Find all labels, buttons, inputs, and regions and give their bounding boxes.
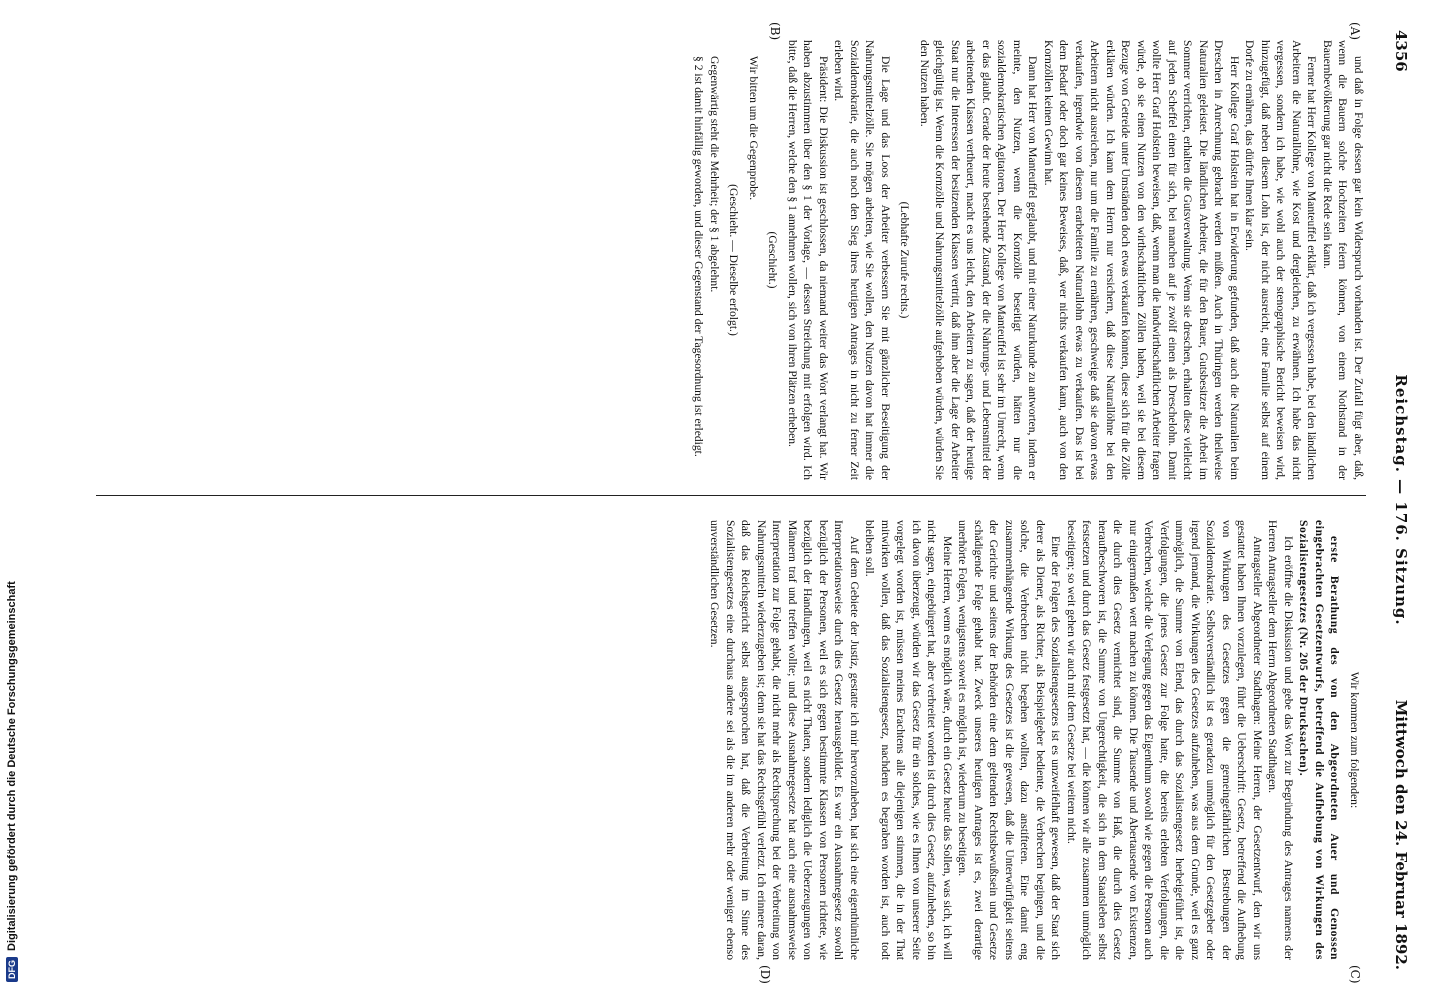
- paragraph: Dann hat Herr von Manteuffel geglaubt, und mit einer Naturkunde zu antworten, indem er meinte, den Nutzen, wenn die Kornzölle beseitigt würden, hätten nur die sozialdemokratischen Agitatoren. Der Herr Kollege von Manteuffel ist sehr im Unrecht, wenn er das glaubt. Gerade der heute bestehende Zustand, der die Nahrungs- und Lebensmittel der arbeitenden Klassen vertheuert, macht es uns leicht, den Arbeitern zu sagen, daß der heutige Staat nur die Interessen der besitzenden Klassen vertritt, daß ihm aber die Lage der Arbeiter gleichgültig ist. Wenn die Kornzölle und Nahrungsmittelzölle aufgehoben würden, würden Sie den Nutzen haben.: [918, 40, 1040, 480]
- paragraph: Die Lage und das Loos der Arbeiter verbessern Sie mit gänzlicher Beseitigung der Nahrungsmittelzölle. Sie mögen arbeiten, wie Sie wollen, den Nutzen davon hat immer die Sozialdemokratie, die auch noch den Sieg ihres heutigen Antrages in nicht zu ferner Zeit erleben wird.: [832, 40, 892, 480]
- paragraph: Ich eröffne die Diskussion und gebe das Wort zur Begründung des Antrages namens der Herren Antragsteller dem Herrn Abgeordneten Stadthagen.: [1266, 520, 1295, 960]
- paragraph: Gegenwärtig steht die Mehrheit; der § 1 abgelehnt.: [708, 56, 721, 293]
- footer-credit-text: Digitalisierung gefördert durch die Deutsche Forschungsgemeinschaft: [6, 581, 18, 951]
- column-divider: [96, 495, 1366, 496]
- footer-strip: [2, 0, 22, 1000]
- paragraph: Wir kommen zum folgenden:: [1348, 671, 1361, 809]
- right-column: [707, 520, 1366, 960]
- paragraph: Auf dem Gebiete der Justiz, gestatte ich mir hervorzuheben, hat sich eine eigenthümliche Interpretationsweise durch dies Gesetz herausgebildet. Es war ein Ausnahmegesetz sowohl bezüglich der Personen, weil es sich gegen bestimmte Klassen von Personen richtete, wie bezüglich der Handlungen, weil es nicht Thaten, sondern lediglich die Ueberzeugungen von Männern traf und treffen wollte; und diese Ausnahmegesetze hat auch eine ausnahmsweise Interpretation zur Folge gehabt, die nicht mehr als Rechtsprechung bei der Verbreitung von Nahrungsmitteln wiederzugeben ist; denn sie hat das Rechtsgefühl verletzt. Ich erinnere daran, daß das Reichsgericht selbst ausgesprochen hat, daß die Verbreitung im Sinne des Sozialistengesetzes eine durchaus andere sei als die im anderen mehr oder weniger ebenso unverständlichen Gesetzen.: [708, 520, 861, 960]
- margin-marker-b: (B): [768, 22, 782, 41]
- dfg-logo: DFG: [6, 957, 18, 982]
- session-date: Mittwoch den 24. Februar 1892.: [1392, 699, 1410, 970]
- left-column: [691, 40, 1366, 480]
- stage-direction: (Geschieht. — Dieselbe erfolgt.): [727, 184, 741, 336]
- paragraph: Eine der Folgen des Sozialistengesetzes ist es unzweifelhaft gewesen, daß der Staat sich derer als Diener, als Richter, als Beispielgeber bediente, die Verbrechen begingen, und die solche, die Verbrechen nicht begehen wollten, dazu anstifteten. Eine damit eng zusammenhängende Wirkung des Gesetzes ist die gewesen, daß die Unterwürfigkeit seitens der Gerichte und seitens der Behörden eine dem geltenden Rechtsbewußtsein und Gesetze schädigende Folge gehabt hat. Zweck unseres heutigen Antrages ist es, zwei derartige unerhörte Folgen, wenigstens soweit es möglich ist, wiederum zu beseitigen.: [956, 520, 1063, 960]
- paragraph: Präsident: Die Diskussion ist geschlossen, da niemand weiter das Wort verlangt hat. Wir haben abzustimmen über den § 1 der Vorlage, — dessen Streichung mit erfolgen wird. Ich bitte, daß die Herren, welche den § 1 annehmen wollen, sich von ihren Plätzen erheben.: [786, 40, 830, 480]
- margin-marker-c: (C): [1348, 965, 1362, 984]
- page-number: 4356: [1392, 30, 1410, 72]
- page-title: Reichstag. — 176. Sitzung.: [1392, 374, 1410, 626]
- agenda-item: erste Berathung des von den Abgeordneten Auer und Genossen eingebrachten Gesetzentwurfs, betreffend die Aufhebung von Wirkungen des Sozialistengesetzes (Nr. 205 der Drucksachen).: [1297, 520, 1342, 960]
- footer-credit: [2, 0, 22, 1000]
- paragraph: Meine Herren, wenn es möglich wäre, durch ein Gesetz heute das Sollen, was sich, ich will nicht sagen, eingebürgert hat, aber verbreitet worden ist durch dies Gesetz, aufzuheben, so bin ich davon überzeugt, würden wir das Gesetz für ein solches, wie es Ihnen von unserer Seite vorgelegt worden ist, müssen meines Erachtens alle diejenigen stimmen, die in der That mitwirken wollen, daß das Sozialistengesetz, nachdem es begraben worden ist, auch todt bleiben soll.: [863, 520, 954, 960]
- paragraph: Herr Kollege Graf Holstein hat in Erwiderung gefunden, daß auch die Naturalien beim Dreschen in Anrechnung gebracht werden müßten. Auch in Thüringen werden theilweise Naturalien geleistet. Die ländlichen Arbeiter, die für den Bauer, Gutsbesitzer die Arbeit im Sommer verrichten, erhalten die Gutsverwaltung. Wenn sie dreschen, erhalten diese vielleicht auf jeden Scheffel einen für sich, bei manchen auf je zwölf einen als Dreschelohn. Damit wollte Herr Graf Holstein beweisen, daß, wenn man die landwirthschaftlichen Arbeiter fragen würde, ob sie einen Nutzen von den wirthschaftlichen Zöllen haben, weil sie bei diesem Bezuge von Getreide unter Umständen doch etwas verkaufen könnten, diese sich für die Zölle erklären würden. Ich kann dem Herrn nur versichern, daß diese Naturallöhne bei den Arbeitern nicht ausreichen, nur um die Familie zu ernähren, geschweige daß sie davon etwas verkaufen, irgendwie von diesem erarbeiteten Naturallohn etwas zu verkaufen. Das ist bei dem Bedarf oder doch gar keines Beweises, daß, wer nichts verkaufen kann, auch von den Kornzöllen keinen Gewinn hat.: [1042, 40, 1241, 480]
- page-header: [1386, 30, 1414, 970]
- paragraph: Ferner hat Herr Kollege von Manteuffel erklärt, daß ich vergessen habe, bei den ländlichen Arbeitern die Naturallöhne, wie Kost und dergleichen, zu erwähnen. Ich habe das nicht vergessen, sondern ich habe, wie wohl auch der stenographische Bericht beweisen wird, hinzugefügt, daß neben diesem Lohn ist, der nicht ausreicht, eine Familie selbst auf einem Dorfe zu ernähren, das dürfte Ihnen klar sein.: [1243, 40, 1319, 480]
- paragraph: und daß in Folge dessen gar kein Widerspruch vorhanden ist. Der Zufall fügt aber, daß, wenn die Bauern solche Hochzeiten feiern können, von einem Nothstand in der Bauernbevölkerung gar nicht die Rede sein kann.: [1321, 40, 1365, 480]
- paragraph: Wir bitten um die Gegenprobe.: [747, 56, 760, 201]
- paragraph: § 2 ist damit hinfällig geworden, und dieser Gegenstand der Tagesordnung ist erledigt.: [692, 56, 706, 457]
- stage-direction: (Lebhafte Zurufe rechts.): [898, 201, 912, 319]
- margin-marker-d: (D): [758, 965, 772, 984]
- margin-marker-a: (A): [1348, 22, 1362, 41]
- paragraph: Antragsteller Abgeordneter Stadthagen: Meine Herren, der Gesetzentwurf, den wir uns gestattet haben Ihnen vorzulegen, führt die Ueberschrift: Gesetz, betreffend die Aufhebung von Wirkungen des Gesetzes gegen die gemeingefährlichen Bestrebungen der Sozialdemokratie. Selbstverständlich ist es geradezu unmöglich für den Gesetzgeber oder irgend jemand, die Wirkungen des Gesetzes aufzuheben, was aus dem Grunde, weil es ganz unmöglich, die Summe von Elend, das durch das Sozialistengesetz herbeigeführt ist, die Verfolgungen, die jenes Gesetz zur Folge hatte, die bereits erlebten Verfolgungen, die Verbrechen, welche die Verlegung gegen das Eigenthum sowohl wie gegen die Personen auch nur einigermaßen wett machen zu können. Die Tausende und Abertausende von Existenzen, die durch dies Gesetz vernichtet sind, die Summe von Haß, die durch dies Gesetz heraufbeschworen ist, die Summe von Ungerechtigkeit, die sich in dem Staatsleben selbst festsetzen und durch das Gesetz festgesetzt hat, — die können wir alle zusammen unmöglich beseitigen; so weit gehen wir auch mit dem Gesetze bei weitem nicht.: [1065, 520, 1264, 960]
- stage-direction: (Geschieht.): [766, 231, 780, 289]
